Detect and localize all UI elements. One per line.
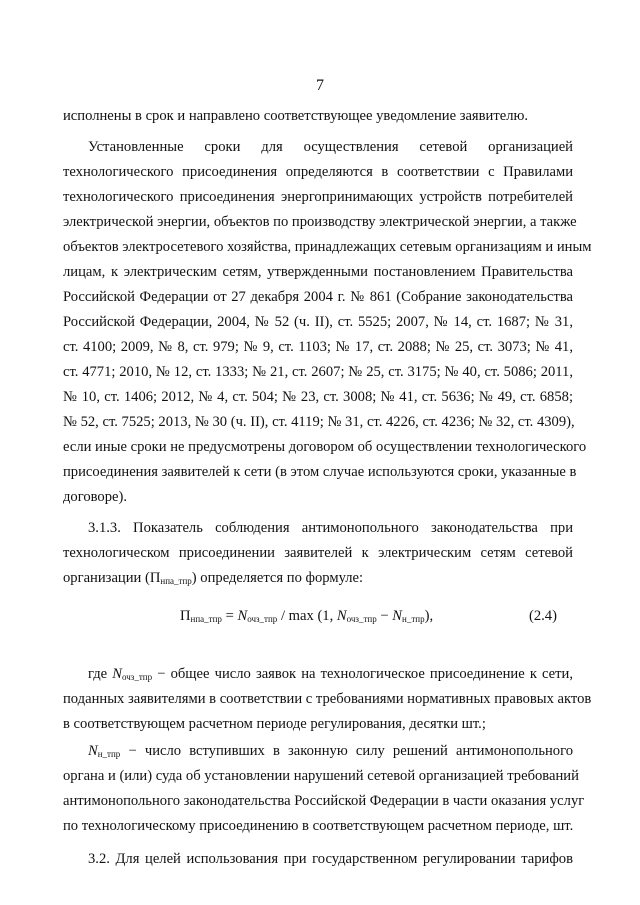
text-line: технологического присоединения энергопринимающих устройств потребителей	[63, 189, 573, 205]
text-line: антимонопольного законодательства Российской Федерации в части оказания услуг	[63, 793, 585, 809]
formula: $П_{нпа\_тпр} = N_{очз\_тпр} / \max (1$, $N_{очз\_тпр} - N_{н\_тпр}$),	[180, 608, 434, 624]
text-line: поданных заявителями в соответствии с требованиями нормативных правовых актов	[63, 691, 592, 707]
text-line: № 10, ст. 1406; 2012, № 4, ст. 504; № 23, ст. 3008; № 41, ст. 5636; № 49, ст. 6858;	[63, 389, 573, 405]
text-line-with-subscript: организации $(П_{нпа\_тпр})$ определяется по формуле:	[63, 570, 364, 586]
text-line: договоре).	[63, 489, 128, 505]
text-line: в соответствующем расчетном периоде регулирования, десятки шт.;	[63, 716, 486, 732]
text-line: электрической энергии, объектов по производству электрической энергии, а также	[63, 214, 577, 230]
text-line: лицам, к электрическим сетям, утвержденными постановлением Правительства	[63, 264, 573, 280]
definition-line: $N_{н\_тпр}$ − число вступивших в законную силу решений антимонопольного	[88, 743, 573, 759]
page-number: 7	[316, 77, 324, 94]
text-line: Российской Федерации, 2004, № 52 (ч. II), ст. 5525; 2007, № 14, ст. 1687; № 31,	[63, 314, 573, 330]
formula-number: (2.4)	[529, 608, 557, 624]
text-line: по технологическому присоединению в соответствующем расчетном периоде, шт.	[63, 818, 574, 834]
text-line: объектов электросетевого хозяйства, принадлежащих сетевым организациям и иным	[63, 239, 592, 255]
text-line: если иные сроки не предусмотрены договором об осуществлении технологического	[63, 439, 587, 455]
text-line: 3.1.3. Показатель соблюдения антимонопольного законодательства при	[88, 520, 573, 536]
text-line: органа и (или) суда об установлении нарушений сетевой организацией требований	[63, 768, 579, 784]
text-line: ст. 4771; 2010, № 12, ст. 1333; № 21, ст. 2607; № 25, ст. 3175; № 40, ст. 5086; 2011,	[63, 364, 573, 380]
text-line: Установленные сроки для осуществления сетевой организацией	[88, 139, 573, 155]
text-line: технологическом присоединении заявителей к электрическим сетям сетевой	[63, 545, 573, 561]
text-line: 3.2. Для целей использования при государственном регулировании тарифов	[88, 851, 573, 867]
text-line: исполнены в срок и направлено соответствующее уведомление заявителю.	[63, 108, 529, 124]
text-line: присоединения заявителей к сети (в этом случае используются сроки, указанные в	[63, 464, 577, 480]
text-line: № 52, ст. 7525; 2013, № 30 (ч. II), ст. 4119; № 31, ст. 4226, ст. 4236; № 32, ст. 4309),	[63, 414, 575, 430]
definition-line: где $N_{очз\_тпр}$ − общее число заявок на технологическое присоединение к сети,	[88, 666, 573, 682]
text-line: Российской Федерации от 27 декабря 2004 г. № 861 (Собрание законодательства	[63, 289, 573, 305]
text-line: ст. 4100; 2009, № 8, ст. 979; № 9, ст. 1103; № 17, ст. 2088; № 25, ст. 3073; № 41,	[63, 339, 573, 355]
text-line: технологического присоединения определяются в соответствии с Правилами	[63, 164, 573, 180]
